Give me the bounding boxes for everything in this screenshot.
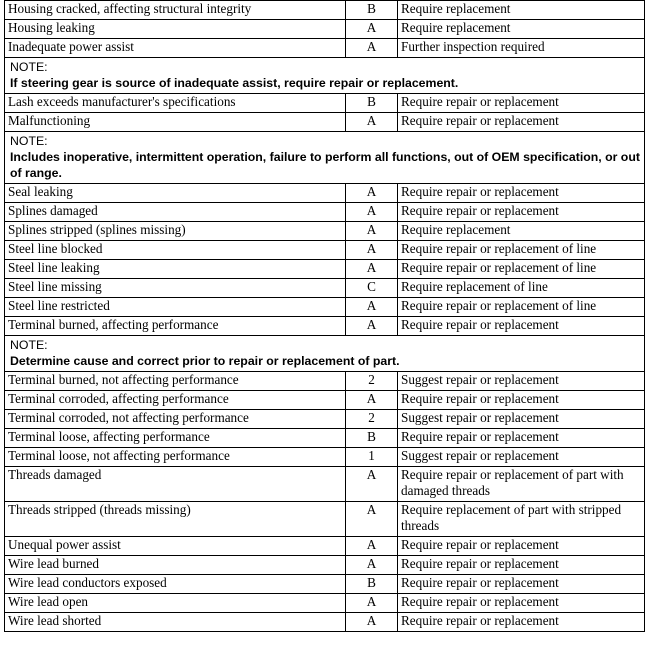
table-row bbox=[5, 94, 645, 113]
table-row bbox=[5, 410, 645, 429]
code-cell: 2 bbox=[346, 410, 398, 429]
action-cell: Require repair or replacement bbox=[398, 391, 645, 410]
code-cell: A bbox=[346, 298, 398, 317]
action-cell: Require repair or replacement bbox=[398, 575, 645, 594]
code-cell: A bbox=[346, 203, 398, 222]
action-cell: Require repair or replacement bbox=[398, 594, 645, 613]
action-cell: Require repair or replacement bbox=[398, 556, 645, 575]
inspection-table bbox=[4, 0, 645, 632]
code-cell: A bbox=[346, 260, 398, 279]
condition-cell: Splines damaged bbox=[5, 203, 346, 222]
table-row bbox=[5, 556, 645, 575]
inspection-table-body bbox=[5, 1, 645, 632]
action-cell: Suggest repair or replacement bbox=[398, 372, 645, 391]
action-cell: Require repair or replacement bbox=[398, 537, 645, 556]
action-cell: Require repair or replacement of line bbox=[398, 260, 645, 279]
condition-cell: Wire lead burned bbox=[5, 556, 346, 575]
table-row bbox=[5, 222, 645, 241]
condition-cell: Wire lead open bbox=[5, 594, 346, 613]
table-row bbox=[5, 594, 645, 613]
action-cell: Require repair or replacement of line bbox=[398, 298, 645, 317]
action-cell: Suggest repair or replacement bbox=[398, 410, 645, 429]
action-cell: Require replacement of line bbox=[398, 279, 645, 298]
action-cell: Further inspection required bbox=[398, 39, 645, 58]
action-cell: Require replacement bbox=[398, 20, 645, 39]
action-cell: Require repair or replacement bbox=[398, 94, 645, 113]
action-cell: Require repair or replacement of line bbox=[398, 241, 645, 260]
condition-cell: Terminal loose, not affecting performance bbox=[5, 448, 346, 467]
condition-cell: Malfunctioning bbox=[5, 113, 346, 132]
note-label: NOTE: bbox=[10, 60, 48, 74]
condition-cell: Terminal loose, affecting performance bbox=[5, 429, 346, 448]
action-cell: Require repair or replacement bbox=[398, 113, 645, 132]
table-row bbox=[5, 184, 645, 203]
table-row bbox=[5, 502, 645, 537]
code-cell: A bbox=[346, 537, 398, 556]
table-row bbox=[5, 113, 645, 132]
table-row bbox=[5, 241, 645, 260]
code-cell: B bbox=[346, 429, 398, 448]
table-row bbox=[5, 279, 645, 298]
action-cell: Require repair or replacement bbox=[398, 203, 645, 222]
table-row bbox=[5, 372, 645, 391]
action-cell: Require replacement of part with stripped threads bbox=[398, 502, 645, 537]
note-text: Includes inoperative, intermittent operation, failure to perform all functions, out of OEM specification, or out of range. bbox=[10, 150, 640, 180]
condition-cell: Lash exceeds manufacturer's specifications bbox=[5, 94, 346, 113]
table-row bbox=[5, 203, 645, 222]
table-row bbox=[5, 391, 645, 410]
note-row bbox=[5, 132, 645, 184]
action-cell: Require repair or replacement bbox=[398, 317, 645, 336]
condition-cell: Terminal burned, not affecting performance bbox=[5, 372, 346, 391]
table-row bbox=[5, 429, 645, 448]
code-cell: A bbox=[346, 222, 398, 241]
condition-cell: Wire lead conductors exposed bbox=[5, 575, 346, 594]
condition-cell: Terminal burned, affecting performance bbox=[5, 317, 346, 336]
code-cell: C bbox=[346, 279, 398, 298]
condition-cell: Housing leaking bbox=[5, 20, 346, 39]
table-row bbox=[5, 537, 645, 556]
table-row bbox=[5, 613, 645, 632]
action-cell: Suggest repair or replacement bbox=[398, 448, 645, 467]
code-cell: A bbox=[346, 20, 398, 39]
condition-cell: Steel line restricted bbox=[5, 298, 346, 317]
code-cell: A bbox=[346, 184, 398, 203]
condition-cell: Terminal corroded, affecting performance bbox=[5, 391, 346, 410]
code-cell: A bbox=[346, 594, 398, 613]
code-cell: A bbox=[346, 391, 398, 410]
code-cell: A bbox=[346, 113, 398, 132]
condition-cell: Seal leaking bbox=[5, 184, 346, 203]
table-row bbox=[5, 298, 645, 317]
action-cell: Require repair or replacement bbox=[398, 429, 645, 448]
code-cell: A bbox=[346, 613, 398, 632]
code-cell: A bbox=[346, 502, 398, 537]
action-cell: Require replacement bbox=[398, 222, 645, 241]
code-cell: 2 bbox=[346, 372, 398, 391]
note-row bbox=[5, 336, 645, 372]
condition-cell: Wire lead shorted bbox=[5, 613, 346, 632]
condition-cell: Terminal corroded, not affecting performance bbox=[5, 410, 346, 429]
condition-cell: Threads stripped (threads missing) bbox=[5, 502, 346, 537]
condition-cell: Threads damaged bbox=[5, 467, 346, 502]
table-row bbox=[5, 448, 645, 467]
code-cell: A bbox=[346, 556, 398, 575]
table-row bbox=[5, 39, 645, 58]
code-cell: B bbox=[346, 575, 398, 594]
note-text: Determine cause and correct prior to repair or replacement of part. bbox=[10, 354, 400, 368]
table-row bbox=[5, 317, 645, 336]
condition-cell: Unequal power assist bbox=[5, 537, 346, 556]
action-cell: Require repair or replacement bbox=[398, 613, 645, 632]
table-row bbox=[5, 1, 645, 20]
code-cell: A bbox=[346, 317, 398, 336]
note-label: NOTE: bbox=[10, 338, 48, 352]
code-cell: A bbox=[346, 39, 398, 58]
condition-cell: Inadequate power assist bbox=[5, 39, 346, 58]
action-cell: Require repair or replacement of part with damaged threads bbox=[398, 467, 645, 502]
note-text: If steering gear is source of inadequate assist, require repair or replacement. bbox=[10, 76, 459, 90]
table-row bbox=[5, 260, 645, 279]
code-cell: B bbox=[346, 94, 398, 113]
action-cell: Require repair or replacement bbox=[398, 184, 645, 203]
action-cell: Require replacement bbox=[398, 1, 645, 20]
note-cell bbox=[5, 336, 645, 372]
table-row bbox=[5, 20, 645, 39]
note-row bbox=[5, 58, 645, 94]
table-row bbox=[5, 575, 645, 594]
condition-cell: Steel line missing bbox=[5, 279, 346, 298]
table-row bbox=[5, 467, 645, 502]
code-cell: A bbox=[346, 241, 398, 260]
note-label: NOTE: bbox=[10, 134, 48, 148]
condition-cell: Housing cracked, affecting structural integrity bbox=[5, 1, 346, 20]
condition-cell: Steel line blocked bbox=[5, 241, 346, 260]
note-cell bbox=[5, 132, 645, 184]
code-cell: B bbox=[346, 1, 398, 20]
condition-cell: Splines stripped (splines missing) bbox=[5, 222, 346, 241]
note-cell bbox=[5, 58, 645, 94]
code-cell: A bbox=[346, 467, 398, 502]
condition-cell: Steel line leaking bbox=[5, 260, 346, 279]
code-cell: 1 bbox=[346, 448, 398, 467]
